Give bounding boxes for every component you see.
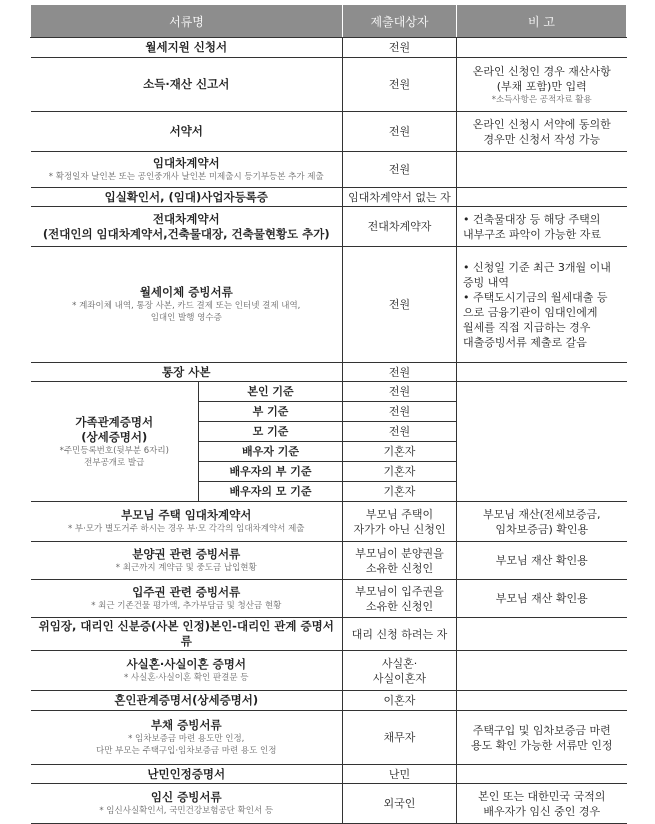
- target: 전원: [343, 382, 457, 402]
- target: 기혼자: [343, 442, 457, 462]
- doc-name: 혼인관계증명서(상세증명서): [31, 691, 343, 711]
- remark: 온라인 신청시 서약에 동의한 경우만 신청서 작성 가능: [457, 112, 627, 152]
- target: 전원: [343, 247, 457, 363]
- remark: [457, 691, 627, 711]
- doc-name: 월세지원 신청서: [31, 38, 343, 58]
- doc-name: 입주권 관련 증빙서류 * 최근 기존건물 평가액, 추가부담금 및 청산금 현황: [31, 580, 343, 618]
- target: 채무자: [343, 711, 457, 765]
- target: 전원: [343, 422, 457, 442]
- doc-name: 사실혼·사실이혼 증명서 * 사실혼·사실이혼 확인 판결문 등: [31, 651, 343, 691]
- target: 전원: [343, 152, 457, 188]
- target: 전원: [343, 58, 457, 112]
- doc-name: 통장 사본: [31, 363, 343, 382]
- remark: 부모님 재산 확인용: [457, 580, 627, 618]
- doc-name: 임신 증빙서류 * 임신사실확인서, 국민건강보험공단 확인서 등: [31, 784, 343, 824]
- family-sub-basis: 모 기준: [199, 422, 343, 442]
- doc-name: 월세이체 증빙서류 * 계좌이체 내역, 통장 사본, 카드 결제 또는 인터넷 결제 내역, 임대인 발행 영수증: [31, 247, 343, 363]
- target: 전원: [343, 38, 457, 58]
- table-row: [31, 580, 627, 618]
- table-row: [31, 38, 627, 58]
- target: 전원: [343, 402, 457, 422]
- remark: 부모님 재산(전세보증금, 임차보증금) 확인용: [457, 502, 627, 542]
- doc-name: 위임장, 대리인 신분증(사본 인정)본인-대리인 관계 증명서류: [31, 618, 343, 651]
- doc-name: 임대차계약서 * 확정일자 날인본 또는 공인중개사 날인본 미제출시 등기부등본 추가 제출: [31, 152, 343, 188]
- table-row: [31, 152, 627, 188]
- remark: [457, 765, 627, 784]
- target: 부모님이 입주권을 소유한 신청인: [343, 580, 457, 618]
- table-row: [31, 651, 627, 691]
- table-row: [31, 784, 627, 824]
- remark: [457, 363, 627, 382]
- remark: 본인 또는 대한민국 국적의 배우자가 임신 중인 경우: [457, 784, 627, 824]
- target: 난민: [343, 765, 457, 784]
- family-sub-basis: 부 기준: [199, 402, 343, 422]
- doc-name: 입실확인서, (임대)사업자등록증: [31, 188, 343, 207]
- remark: • 건축물대장 등 해당 주택의 내부구조 파악이 가능한 자료: [457, 207, 627, 247]
- table-row: [31, 691, 627, 711]
- table-row: [31, 382, 627, 402]
- target: 기혼자: [343, 482, 457, 502]
- table-row: [31, 711, 627, 765]
- doc-name: 전대차계약서 (전대인의 임대차계약서,건축물대장, 건축물현황도 추가): [31, 207, 343, 247]
- family-sub-basis: 배우자 기준: [199, 442, 343, 462]
- target: 임대차계약서 없는 자: [343, 188, 457, 207]
- document-table: [30, 4, 627, 824]
- target: 이혼자: [343, 691, 457, 711]
- remark: [457, 382, 627, 502]
- remark: 부모님 재산 확인용: [457, 542, 627, 580]
- header-target: 제출대상자: [343, 5, 457, 38]
- doc-name: 소득·재산 신고서: [31, 58, 343, 112]
- remark: 주택구입 및 임차보증금 마련 용도 확인 가능한 서류만 인정: [457, 711, 627, 765]
- header-doc-name: 서류명: [31, 5, 343, 38]
- doc-name: 서약서: [31, 112, 343, 152]
- doc-name: 분양권 관련 증빙서류 * 최근까지 계약금 및 중도금 납입현황: [31, 542, 343, 580]
- target: 전대차계약자: [343, 207, 457, 247]
- target: 부모님 주택이 자가가 아닌 신청인: [343, 502, 457, 542]
- doc-name: 난민인정증명서: [31, 765, 343, 784]
- family-sub-basis: 본인 기준: [199, 382, 343, 402]
- header-remark: 비 고: [457, 5, 627, 38]
- table-row: [31, 58, 627, 112]
- family-sub-basis: 배우자의 모 기준: [199, 482, 343, 502]
- table-row: [31, 363, 627, 382]
- family-sub-basis: 배우자의 부 기준: [199, 462, 343, 482]
- target: 전원: [343, 112, 457, 152]
- table-row: [31, 188, 627, 207]
- table-row: [31, 765, 627, 784]
- target: 사실혼· 사실이혼자: [343, 651, 457, 691]
- table-row: [31, 112, 627, 152]
- remark: [457, 188, 627, 207]
- target: 전원: [343, 363, 457, 382]
- remark: [457, 651, 627, 691]
- target: 외국인: [343, 784, 457, 824]
- remark: [457, 618, 627, 651]
- doc-name: 부모님 주택 임대차계약서 * 부·모가 별도거주 하시는 경우 부·모 각각의 임대차계약서 제출: [31, 502, 343, 542]
- family-cert-name: 가족관계증명서 (상세증명서) *주민등록번호(뒷부분 6자리) 전부공개로 발급: [31, 382, 199, 502]
- table-row: [31, 502, 627, 542]
- target: 기혼자: [343, 462, 457, 482]
- target: 부모님이 분양권을 소유한 신청인: [343, 542, 457, 580]
- remark: 온라인 신청인 경우 재산사항 (부채 포함)만 입력 *소득사항은 공적자료 활용: [457, 58, 627, 112]
- remark: [457, 152, 627, 188]
- table-header: [31, 5, 627, 38]
- table-row: [31, 618, 627, 651]
- table-row: [31, 247, 627, 363]
- doc-name: 부채 증빙서류 * 임차보증금 마련 용도만 인정, 다만 부모는 주택구입·임차보증금 마련 용도 인정: [31, 711, 343, 765]
- table-row: [31, 207, 627, 247]
- remark: • 신청일 기준 최근 3개월 이내 증빙 내역 • 주택도시기금의 월세대출 등 으로 금융기관이 임대인에게 월세를 직접 지급하는 경우 대출증빙서류 제출로 갈음: [457, 247, 627, 363]
- remark: [457, 38, 627, 58]
- target: 대리 신청 하려는 자: [343, 618, 457, 651]
- table-row: [31, 542, 627, 580]
